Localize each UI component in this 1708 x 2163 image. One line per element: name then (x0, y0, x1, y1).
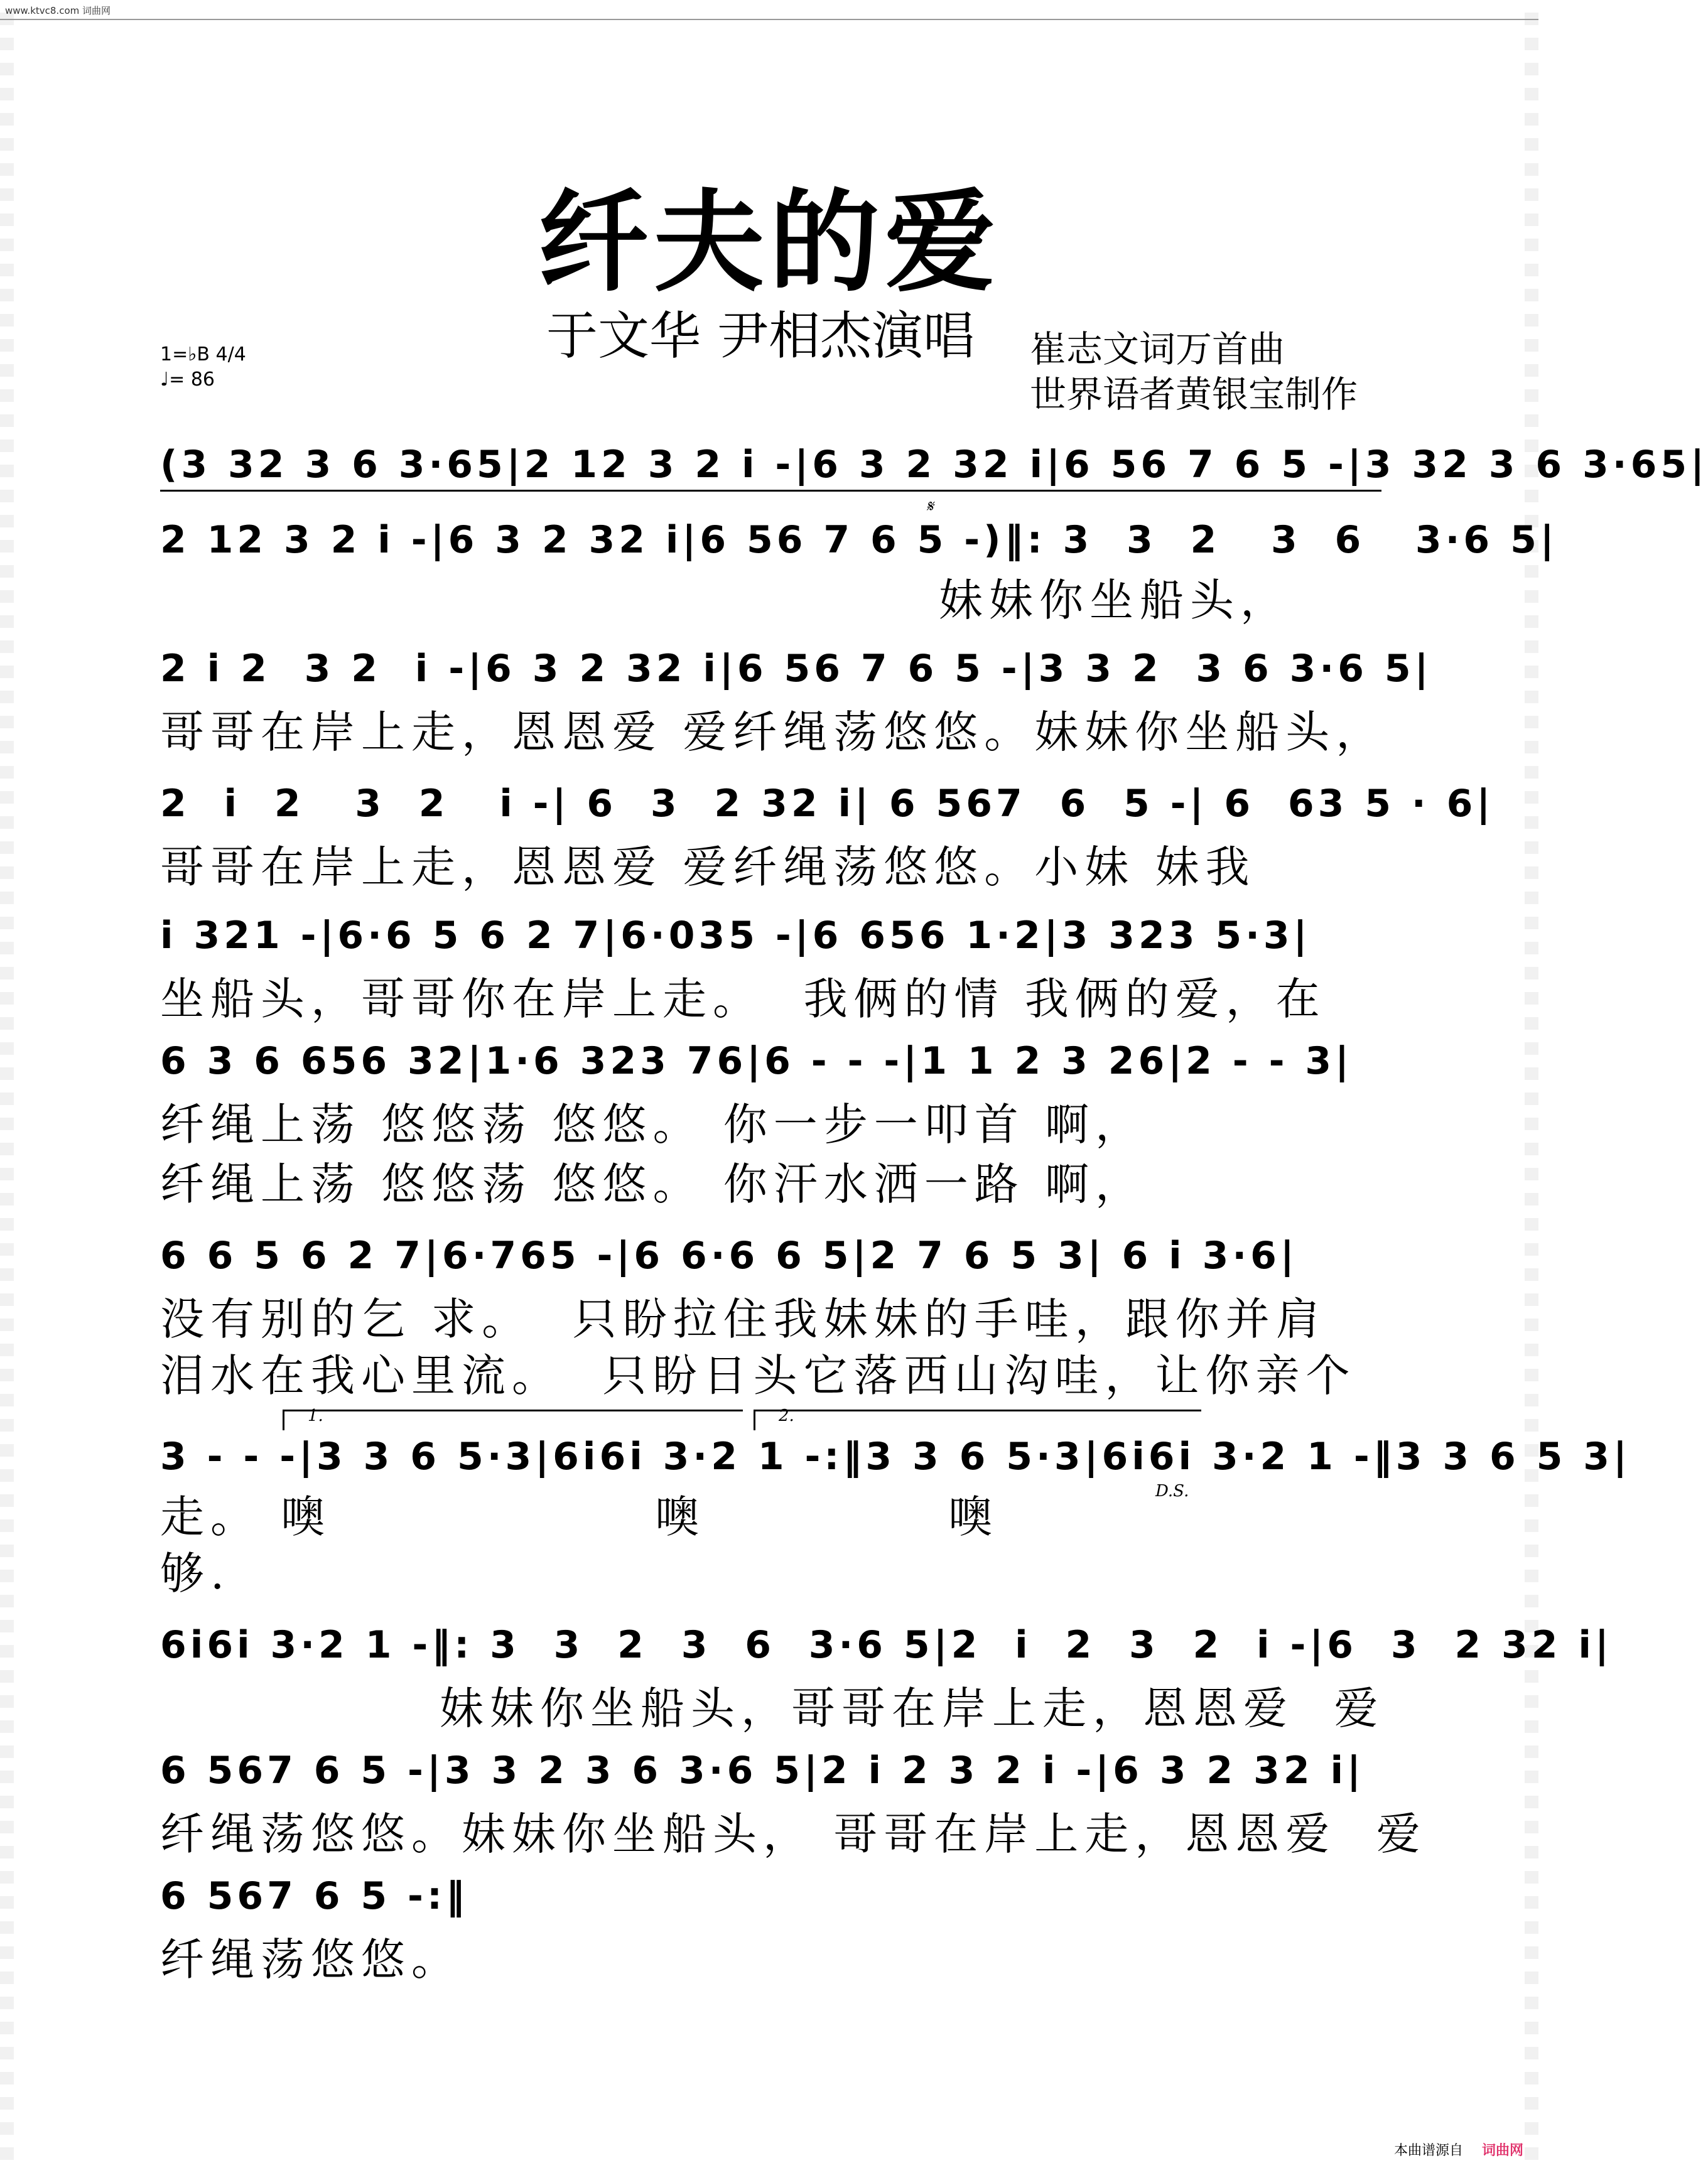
lyrics-line-3: 哥哥在岸上走，恩恩爱 爱纤绳荡悠悠。妹妹你坐船头， (160, 706, 1386, 758)
notes-line-4: 2 i 2 3 2 i -| 6 3 2 32 i| 6 567 6 5 -| 6 63 5 · 6| (160, 782, 1494, 826)
key-value: 1=♭B (160, 343, 210, 365)
underline-bar (160, 490, 1381, 492)
notes-line-10: 6 567 6 5 -|3 3 2 3 6 3·6 5|2 i 2 3 2 i -|6 3 2 32 i| (160, 1749, 1365, 1793)
volta-bracket-1 (283, 1410, 743, 1430)
tempo: ♩= 86 (160, 369, 215, 391)
lyrics-line-8a: 走。 噢 噢 噢 (160, 1491, 999, 1543)
notes-line-11: 6 567 6 5 -:‖ (160, 1874, 468, 1918)
key-signature (160, 342, 246, 392)
lyrics-line-6b: 纤绳上荡 悠悠荡 悠悠。 你汗水洒一路 啊， (160, 1158, 1146, 1210)
time-signature: 4/4 (215, 343, 246, 365)
page-title: 纤夫的爱 (538, 178, 1000, 307)
segno-mark: 𝄋 (926, 497, 934, 516)
lyrics-line-7a: 没有别的乞 求。 只盼拉住我妹妹的手哇，跟你并肩 (160, 1293, 1326, 1345)
lyrics-line-9: 妹妹你坐船头，哥哥在岸上走，恩恩爱 爱 (440, 1683, 1385, 1734)
lyricist-composer: 崔志文词万首曲 (1030, 328, 1285, 370)
notes-line-3: 2 i 2 3 2 i -|6 3 2 32 i|6 56 7 6 5 -|3 3 2 3 6 3·6 5| (160, 647, 1432, 691)
notes-line-7: 6 6 5 6 2 7|6·765 -|6 6·6 6 5|2 7 6 5 3| 6 i 3·6| (160, 1234, 1298, 1278)
lyrics-line-4: 哥哥在岸上走，恩恩爱 爱纤绳荡悠悠。小妹 妹我 (160, 841, 1256, 893)
lyrics-line-8b: 够. (160, 1548, 231, 1599)
notes-line-8: 3 - - -|3 3 6 5·3|6i6i 3·2 1 -:‖3 3 6 5·3|6i6i 3·2 1 -‖3 3 6 5 3| (160, 1435, 1631, 1479)
producer: 世界语者黄银宝制作 (1030, 373, 1358, 416)
footer-source: 本曲谱源自 (1394, 2143, 1464, 2159)
notes-line-5: i 321 -|6·6 5 6 2 7|6·035 -|6 656 1·2|3 323 5·3| (160, 914, 1311, 957)
ds-mark: D.S. (1155, 1482, 1189, 1501)
lyrics-line-11: 纤绳荡悠悠。 (160, 1934, 462, 1985)
notes-line-1: (3 32 3 6 3·65|2 12 3 2 i -|6 3 2 32 i|6 56 7 6 5 -|3 32 3 6 3·65| (160, 443, 1708, 487)
performers: 于文华 尹相杰演唱 (546, 306, 975, 366)
volta-1-label: 1. (308, 1406, 323, 1425)
notes-line-6: 6 3 6 656 32|1·6 323 76|6 - - -|1 1 2 3 26|2 - - 3| (160, 1039, 1353, 1083)
site-header: www.ktvc8.com 词曲网 (5, 5, 111, 16)
header-divider (0, 19, 1538, 20)
lyrics-line-10: 纤绳荡悠悠。妹妹你坐船头， 哥哥在岸上走，恩恩爱 爱 (160, 1808, 1427, 1860)
lyrics-line-5: 坐船头，哥哥你在岸上走。 我俩的情 我俩的爱，在 (160, 973, 1326, 1025)
footer-brand: 词曲网 (1482, 2143, 1524, 2159)
lyrics-line-7b: 泪水在我心里流。 只盼日头它落西山沟哇，让你亲个 (160, 1350, 1356, 1401)
left-margin-strip (0, 0, 14, 2163)
credits (1030, 326, 1358, 417)
lyrics-line-6a: 纤绳上荡 悠悠荡 悠悠。 你一步一叩首 啊， (160, 1099, 1146, 1150)
notes-line-2: 2 12 3 2 i -|6 3 2 32 i|6 56 7 6 5 -)‖: 3 3 2 3 6 3·6 5| (160, 518, 1558, 562)
right-margin-strip (1525, 0, 1538, 2163)
volta-bracket-2 (754, 1410, 1201, 1430)
notes-line-9: 6i6i 3·2 1 -‖: 3 3 2 3 6 3·6 5|2 i 2 3 2 i -|6 3 2 32 i| (160, 1623, 1613, 1667)
volta-2-label: 2. (779, 1406, 794, 1425)
lyrics-line-2: 妹妹你坐船头， (939, 574, 1290, 626)
